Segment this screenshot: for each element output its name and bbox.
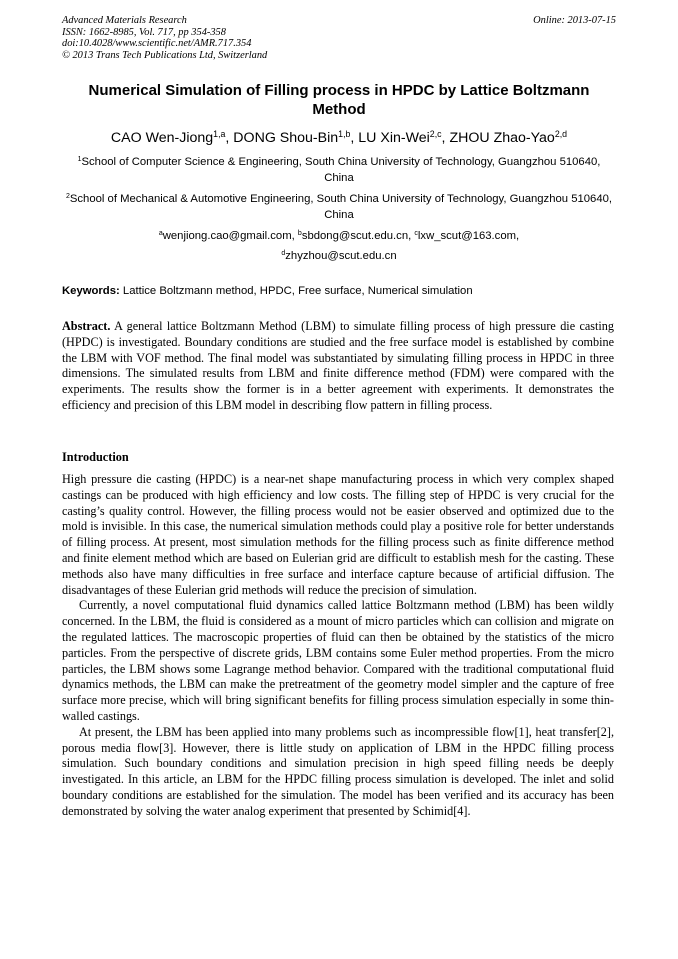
author-sup: 1,a xyxy=(213,129,226,140)
email-sup: c xyxy=(414,230,418,238)
author-name: CAO Wen-Jiong xyxy=(110,130,214,146)
abstract-text: A general lattice Boltzmann Method (LBM) to simulate filling process of high pressure die casting (HPDC) is investigated. Boundary conditions are studied and the free surface model is established by combine the LBM with VOF method. The final model was substantiated by simulating filling process in HPDC in three dimensions. The simulated results from LBM and finite difference method (FDM) were compared with the experiments. The results show the former is in a better agreement with experiments. It demonstrates the efficiency and precision of this LBM model in describing flow pattern in filling process. xyxy=(62,319,614,412)
affiliation-text: School of Mechanical & Automotive Engineering, South China University of Technology, Guangzhou 510640, China xyxy=(69,193,613,221)
author-name: ZHOU Zhao-Yao xyxy=(449,130,555,146)
email-link[interactable]: zhyzhou@scut.edu.cn xyxy=(285,250,397,262)
author-sup: 1,b xyxy=(338,129,351,140)
journal-copyright: © 2013 Trans Tech Publications Ltd, Switzerland xyxy=(62,49,268,61)
paragraph: High pressure die casting (HPDC) is a near-net shape manufacturing process in which very complex shaped castings can be produced with high efficiency and low costs. The filling step of HPDC is very crucial for the casting’s quality control. However, the filling process would not be easier observed and optimized due to the mold is invisible. In this case, the numerical simulation methods could play a positive role for better understands of filling process. At present, most simulation methods for the filling process such as finite difference method and finite element method which are based on Eulerian grid are difficult to establish mesh for the casting. These methods also have many difficulties in free surface and interface capture because of artificial diffusion. The disadvantages of these Eulerian grid methods will reduce the precision of simulation. xyxy=(62,472,614,597)
author-name: LU Xin-Wei xyxy=(358,130,430,146)
journal-issn: ISSN: 1662-8985, Vol. 717, pp 354-358 xyxy=(62,26,226,38)
email-link[interactable]: sbdong@scut.edu.cn xyxy=(301,230,409,242)
abstract xyxy=(62,319,614,414)
author-sup: 2,c xyxy=(429,129,442,140)
email-list: $^a$wenjiong.cao@gmail.com, $^b$sbdong@scut.edu.cn, $^c$lxw_scut@163.com, xyxy=(158,230,520,242)
keywords-label: Keywords: xyxy=(62,285,120,297)
email-link[interactable]: wenjiong.cao@gmail.com xyxy=(162,230,292,242)
affiliation-text: School of Computer Science & Engineering, South China University of Technology, Guangzhou 510640, China xyxy=(81,156,601,184)
author-list: CAO Wen-Jiong$^{1,a}$, DONG Shou-Bin$^{1,b}$, LU Xin-Wei$^{2,c}$, ZHOU Zhao-Yao$^{2,d}$ xyxy=(110,129,568,146)
affiliation-sup: 1 xyxy=(77,156,82,164)
affiliation xyxy=(62,154,616,186)
journal-doi: doi:10.4028/www.scientific.net/AMR.717.354 xyxy=(62,38,252,50)
email-sup: b xyxy=(297,230,302,238)
journal-header xyxy=(62,15,616,61)
online-date: Online: 2013-07-15 xyxy=(533,15,616,26)
abstract-label: Abstract. xyxy=(62,319,111,333)
section-heading: Introduction xyxy=(62,450,129,464)
journal-name: Advanced Materials Research xyxy=(62,15,187,26)
introduction-body xyxy=(62,472,614,820)
affiliation xyxy=(62,191,616,223)
email-list xyxy=(62,248,616,264)
author-name: DONG Shou-Bin xyxy=(233,130,339,146)
email-sup: a xyxy=(158,230,163,238)
keywords-text: Lattice Boltzmann method, HPDC, Free surface, Numerical simulation xyxy=(122,285,473,297)
email-sup: d xyxy=(281,250,286,258)
affiliation-sup: 2 xyxy=(65,193,70,201)
paragraph: Currently, a novel computational fluid dynamics called lattice Boltzmann method (LBM) has been wildly concerned. In the LBM, the fluid is considered as a mount of micro particles which can collision and migrate on the regulated lattices. The macroscopic properties of fluid can then be obtained by the statistics of the micro particles. From the perspective of discrete grids, LBM contains some Euler method properties. From the micro particles, the LBM shows some Lagrange method behavior. Compared with the traditional computational fluid dynamics methods, the LBM can make the pretreatment of the geometry model simpler and the capture of free surface more precise, which will bring significant benefits for filling process simulation especially in some thin-walled castings. xyxy=(62,598,614,723)
author-sup: 2,d xyxy=(554,129,568,140)
email-link[interactable]: lxw_scut@163.com xyxy=(417,230,517,242)
keywords xyxy=(62,284,616,299)
paper-title: Numerical Simulation of Filling process in HPDC by Lattice Boltzmann Method xyxy=(88,82,590,118)
paragraph: At present, the LBM has been applied into many problems such as incompressible flow[1], heat transfer[2], porous media flow[3]. However, there is little study on application of LBM in the HPDC filling process simulation. Such boundary conditions and simulation precision in high speed filling needs be deeply investigated. In this article, an LBM for the HPDC filling process simulation is developed. The inlet and solid boundary conditions are established for the simulation. The model has been verified and its accuracy has been demonstrated by solving the water analog experiment that presented by Schimid[4]. xyxy=(62,724,614,818)
